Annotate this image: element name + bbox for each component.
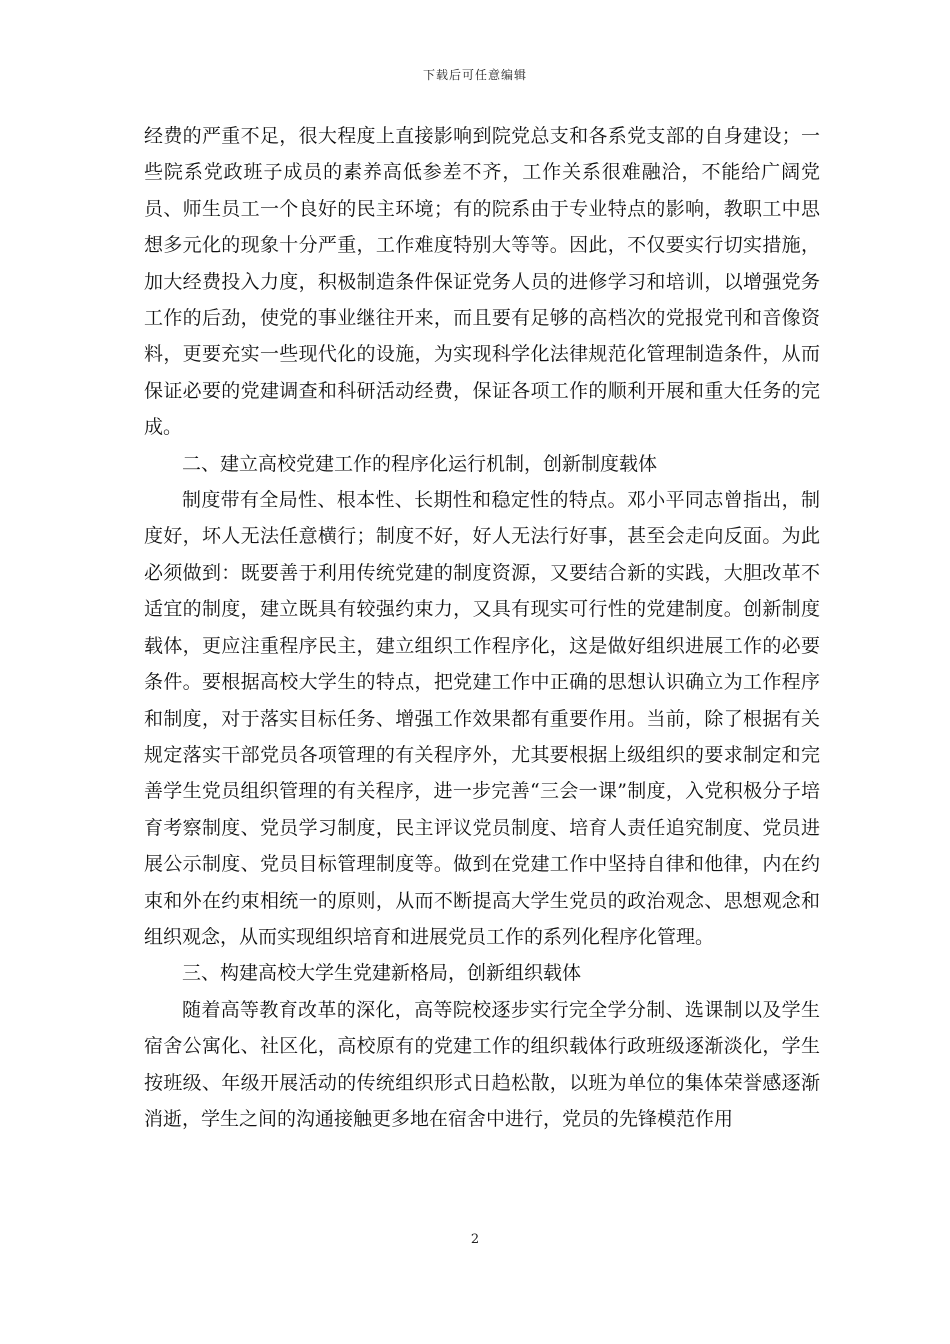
section-heading-2: 二、建立高校党建工作的程序化运行机制，创新制度载体	[182, 452, 658, 475]
paragraph-system: 制度带有全局性、根本性、长期性和稳定性的特点。邓小平同志曾指出，制度好，坏人无法任意横行；制度不好，好人无法行好事，甚至会走向反面。为此必须做到：既要善于利用传统党建的制度资源，又要结合新的实践，大胆改革不适宜的制度，建立既具有较强约束力，又具有现实可行性的党建制度。创新制度载体，更应注重程序民主，建立组织工作程序化，这是做好组织进展工作的必要条件。要根据高校大学生的特点，把党建工作中正确的思想认识确立为工作程序和制度，对于落实目标任务、增强工作效果都有重要作用。当前，除了根据有关规定落实干部党员各项管理的有关程序外，尤其要根据上级组织的要求制定和完善学生党员组织管理的有关程序，进一步完善“三会一课”制度，入党积极分子培育考察制度、党员学习制度，民主评议党员制度、培育人责任追究制度、党员进展公示制度、党员目标管理制度等。做到在党建工作中坚持自律和他律，内在约束和外在约束相统一的原则，从而不断提高大学生党员的政治观念、思想观念和组织观念，从而实现组织培育和进展党员工作的系列化程序化管理。	[144, 489, 820, 948]
paragraph-continued: 经费的严重不足，很大程度上直接影响到院党总支和各系党支部的自身建设；一些院系党政班子成员的素养高低参差不齐，工作关系很难融洽，不能给广阔党员、师生员工一个良好的民主环境；有的院系由于专业特点的影响，教职工中思想多元化的现象十分严重，工作难度特别大等等。因此，不仅要实行切实措施，加大经费投入力度，积极制造条件保证党务人员的进修学习和培训，以增强党务工作的后劲，使党的事业继往开来，而且要有足够的高档次的党报党刊和音像资料，更要充实一些现代化的设施，为实现科学化法律规范化管理制造条件，从而保证必要的党建调查和科研活动经费，保证各项工作的顺利开展和重大任务的完成。	[144, 125, 820, 439]
section-heading-3: 三、构建高校大学生党建新格局，创新组织载体	[182, 962, 582, 985]
page-header: 下载后可任意编辑	[422, 68, 527, 82]
page-number: 2	[470, 1232, 480, 1247]
paragraph-reform: 随着高等教育改革的深化，高等院校逐步实行完全学分制、选课制以及学生宿舍公寓化、社区化，高校原有的党建工作的组织载体行政班级逐渐淡化，学生按班级、年级开展活动的传统组织形式日趋松散，以班为单位的集体荣誉感逐渐消逝，学生之间的沟通接触更多地在宿舍中进行，党员的先锋模范作用	[144, 998, 820, 1130]
document-body	[144, 118, 820, 1137]
